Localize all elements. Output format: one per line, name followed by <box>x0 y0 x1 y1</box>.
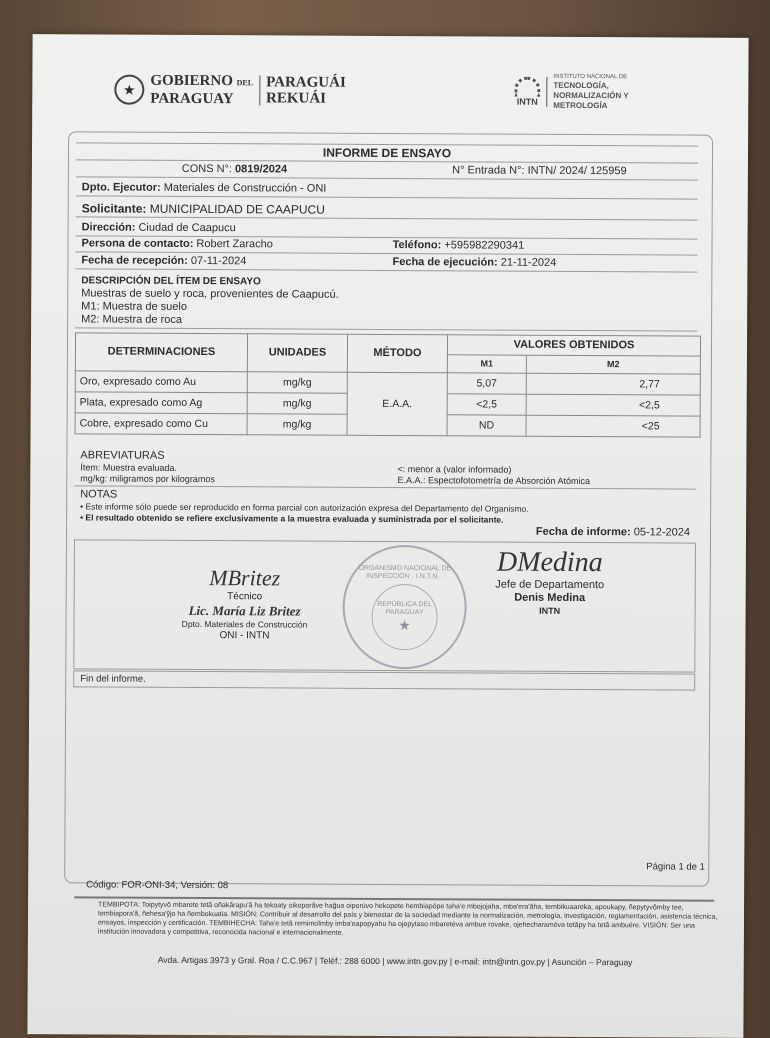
header-valores: VALORES OBTENIDOS <box>447 335 700 356</box>
national-seal-icon: ★ <box>114 75 144 105</box>
left-name: Lic. María Liz Britez <box>188 602 301 619</box>
cell-uni: mg/kg <box>247 414 347 436</box>
fecha-informe-label: Fecha de informe: <box>535 525 631 539</box>
signature-block <box>73 539 696 672</box>
abbr-item: mg/kg: miligramos por kilogramos <box>80 473 215 485</box>
gov-line1: GOBIERNO <box>150 72 233 90</box>
description-line: M1: Muestra de suelo <box>81 300 188 313</box>
document-page <box>27 34 748 1038</box>
right-org: INTN <box>539 605 561 616</box>
description-block <box>75 273 697 331</box>
cell-uni: mg/kg <box>247 372 347 394</box>
cell-det: Oro, expresado como Au <box>75 371 247 393</box>
official-stamp <box>342 545 467 670</box>
cell-m2: <2,5 <box>526 394 700 416</box>
abbr-item: <: menor a (valor informado) <box>397 464 512 475</box>
stamp-star-icon: ★ <box>398 616 411 633</box>
abbr-item: E.A.A.: Espectofotometría de Absorción Atómica <box>397 475 591 487</box>
recepcion-value: 07-11-2024 <box>190 254 247 268</box>
solicitante-row <box>76 200 698 220</box>
note-item: • Este informe sólo puede ser reproducido en forma parcial con autorización expresa del Departamento del Organismo. <box>80 501 529 514</box>
gua-line2: REKUÁI <box>265 90 327 107</box>
telefono-label: Teléfono: <box>392 239 442 252</box>
notes <box>74 488 696 539</box>
intn-logo <box>514 73 629 112</box>
header-determinaciones: DETERMINACIONES <box>75 333 247 372</box>
cell-m1: <2,5 <box>447 394 526 415</box>
cell-m2: 2,77 <box>526 373 700 395</box>
right-name: Denis Medina <box>514 591 586 605</box>
cell-uni: mg/kg <box>247 393 347 415</box>
intn-small: INSTITUTO NACIONAL DE <box>553 73 628 81</box>
dpto-value: Materiales de Construcción - ONI <box>163 181 327 195</box>
stamp-inner: REPÚBLICA DEL PARAGUAY <box>377 600 433 616</box>
telefono-value: +595982290341 <box>444 239 525 252</box>
stamp-text: ORGANISMO NACIONAL DE INSPECCIÓN · I.N.T.N. · <box>358 564 452 580</box>
cell-method: E.A.A. <box>347 372 447 436</box>
direccion-value: Ciudad de Caapucu <box>138 221 236 235</box>
right-role: Jefe de Departamento <box>495 578 605 592</box>
left-dept: Dpto. Materiales de Construcción <box>181 618 308 630</box>
dpto-row <box>76 180 698 199</box>
fecha-informe-value: 05-12-2024 <box>633 526 691 539</box>
abbr-item: Ítem: Muestra evaluada. <box>80 462 177 473</box>
contacto-row <box>75 236 697 255</box>
intn-l3: METROLOGÍA <box>553 100 608 111</box>
ejecucion-value: 21-11-2024 <box>500 256 557 269</box>
entrada-value: INTN/ 2024/ 125959 <box>527 164 627 178</box>
cell-m1: 5,07 <box>447 373 526 394</box>
description-line: Muestras de suelo y roca, provenientes de Caapucú. <box>81 287 339 301</box>
ejecucion-label: Fecha de ejecución: <box>392 256 498 269</box>
header-unidades: UNIDADES <box>247 334 347 373</box>
abbreviations <box>74 448 696 489</box>
report-title: INFORME DE ENSAYO <box>76 142 698 163</box>
recepcion-label: Fecha de recepción: <box>81 254 188 267</box>
solicitante-value: MUNICIPALIDAD DE CAAPUCU <box>149 201 325 217</box>
description-label: DESCRIPCIÓN DEL ÍTEM DE ENSAYO <box>81 275 261 288</box>
cons-row <box>76 161 698 180</box>
gobierno-logo <box>114 73 346 108</box>
footer-text: TEMBIPOTA: Toipytyvõ mbarete tetã oñakãrapu'ã ha tekoaty oikoporãve hağua oiporúvo hekopete hembiapópe taha'e mbojojaha, mba'era'ãha, tembikuaareka, apoukapy, ñepytyvõmby tee, tembiapora'ã, ñehesa'ỹjo ha ñembokuatia. MISIÓN: Contribuir al desarrollo del país y bienestar de la sociedad mediante la normalización, metrología, investigación, reglamentación, asistencia técnica, ensayos, inspección y certificación. TEMBIHECHA: Taha'e tetã remimoĩmby imba'eapopyahu ha ojepytaso mbaretéva ambue rovake, ojehecharamóva tetãpy ha tetã ambuére. VISIÓN: Ser una institución innovadora y competitiva, reconocida nacional e internacionalmente. <box>97 901 718 937</box>
fechas-row <box>75 253 697 272</box>
cons-label: CONS N°: <box>181 162 233 176</box>
header-m1: M1 <box>447 355 526 373</box>
intn-label: INTN <box>516 96 538 107</box>
intn-l1: TECNOLOGÍA, <box>553 80 609 91</box>
left-org: ONI - INTN <box>219 630 270 642</box>
gov-line2: PARAGUAY <box>150 90 234 108</box>
cell-det: Plata, expresado como Ag <box>75 392 247 414</box>
cell-m2: <25 <box>526 415 700 437</box>
left-signature: MBritez <box>209 565 281 591</box>
footer-address: Avda. Artigas 3973 y Gral. Roa / C.C.967 | Teléf.: 288 6000 | www.intn.gov.py | e-mail: intn@intn.gov.py | Asunción – Paraguay <box>157 954 633 968</box>
gov-del: DEL <box>236 78 254 88</box>
form-code: Código: FOR-ONI-34, Versión: 08 <box>86 879 229 892</box>
direccion-label: Dirección: <box>81 221 136 234</box>
left-role: Técnico <box>227 591 263 603</box>
contacto-value: Robert Zaracho <box>196 237 273 251</box>
dpto-label: Dpto. Ejecutor: <box>81 181 161 194</box>
contacto-label: Persona de contacto: <box>81 237 194 250</box>
description-line: M2: Muestra de roca <box>81 313 183 326</box>
right-signature: DMedina <box>496 546 603 579</box>
solicitante-label: Solicitante: <box>81 201 147 216</box>
cell-m1: ND <box>447 415 526 436</box>
results-table <box>75 332 702 437</box>
intn-sun-icon <box>514 76 540 96</box>
note-item: • El resultado obtenido se refiere exclusivamente a la muestra evaluada y suministrada por el solicitante. <box>80 512 504 525</box>
cons-value: 0819/2024 <box>235 163 288 176</box>
end-note: Fin del informe. <box>73 670 695 690</box>
header-m2: M2 <box>526 355 700 374</box>
entrada-label: N° Entrada N°: <box>452 164 525 177</box>
abbr-label: ABREVIATURAS <box>80 449 165 462</box>
cell-det: Cobre, expresado como Cu <box>75 413 247 435</box>
page-number: Página 1 de 1 <box>646 861 705 873</box>
notes-label: NOTAS <box>80 488 118 501</box>
gua-line1: PARAGUÁI <box>266 74 346 91</box>
intn-l2: NORMALIZACIÓN Y <box>553 90 629 101</box>
header-metodo: MÉTODO <box>347 334 447 373</box>
